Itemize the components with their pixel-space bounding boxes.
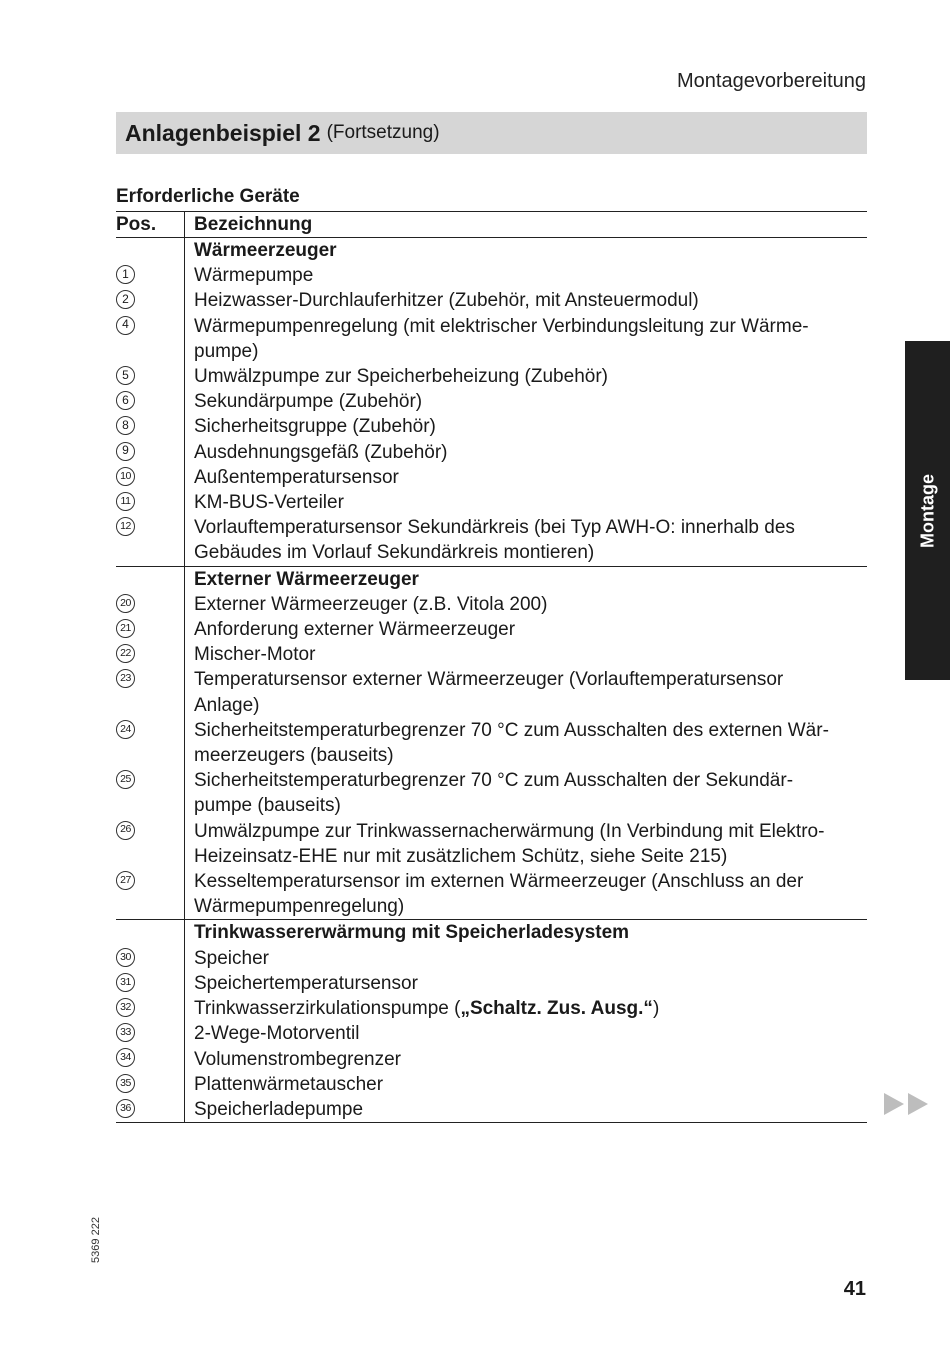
designation-text: Umwälzpumpe zur Trinkwassernacherwärmung (In Verbindung mit Elektro- Heizeinsatz-EHE nur mit zusätzlichem Schütz, siehe Seite 215) bbox=[194, 820, 825, 867]
table-group bbox=[116, 238, 867, 566]
designation-cell bbox=[194, 263, 867, 288]
pos-cell bbox=[116, 1097, 184, 1122]
position-number: 5 bbox=[116, 366, 135, 385]
column-header-name: Bezeichnung bbox=[184, 212, 867, 237]
position-number: 25 bbox=[116, 770, 135, 789]
section-title: Anlagenbeispiel 2 bbox=[125, 119, 321, 146]
designation-text: Wärmepumpenregelung (mit elektrischer Verbindungsleitung zur Wärme- pumpe) bbox=[194, 315, 809, 362]
devices-table bbox=[116, 211, 867, 1123]
designation-cell bbox=[194, 1072, 867, 1097]
designation-cell bbox=[194, 819, 867, 869]
designation-cell bbox=[194, 768, 867, 818]
table-group bbox=[116, 566, 867, 920]
double-triangle-right-icon bbox=[884, 1092, 932, 1116]
pos-cell bbox=[116, 971, 184, 996]
position-number: 32 bbox=[116, 998, 135, 1017]
pos-cell bbox=[116, 642, 184, 667]
designation-text: Speichertemperatursensor bbox=[194, 972, 418, 994]
designation-cell bbox=[194, 946, 867, 971]
pos-column bbox=[116, 567, 184, 920]
position-number: 8 bbox=[116, 416, 135, 435]
designation-cell bbox=[194, 617, 867, 642]
section-title-bar bbox=[116, 112, 867, 154]
pos-cell bbox=[116, 515, 184, 565]
designation-text: Temperatursensor externer Wärmeerzeuger (Vorlauftemperatursensor Anlage) bbox=[194, 669, 784, 716]
group-title: Externer Wärmeerzeuger bbox=[194, 568, 419, 590]
designation-cell bbox=[194, 1047, 867, 1072]
group-title: Trinkwassererwärmung mit Speicherladesystem bbox=[194, 922, 630, 944]
designation-text: Anforderung externer Wärmeerzeuger bbox=[194, 619, 516, 641]
designation-emphasis: „Schaltz. Zus. Ausg.“ bbox=[460, 998, 653, 1020]
position-number: 26 bbox=[116, 821, 135, 840]
designation-cell bbox=[194, 996, 867, 1021]
designation-text: Mischer-Motor bbox=[194, 644, 316, 666]
designation-text: Heizwasser-Durchlauferhitzer (Zubehör, mit Ansteuermodul) bbox=[194, 290, 699, 312]
designation-cell bbox=[194, 414, 867, 439]
designation-text: Trinkwasserzirkulationspumpe ( bbox=[194, 998, 461, 1020]
pos-cell bbox=[116, 440, 184, 465]
position-number: 1 bbox=[116, 265, 135, 284]
pos-column bbox=[116, 920, 184, 1122]
designation-cell bbox=[194, 465, 867, 490]
designation-cell bbox=[194, 642, 867, 667]
pos-cell bbox=[116, 869, 184, 919]
name-column bbox=[184, 920, 867, 1122]
designation-cell bbox=[194, 592, 867, 617]
designation-text: Sicherheitstemperaturbegrenzer 70 °C zum Ausschalten der Sekundär- pumpe (bauseits) bbox=[194, 770, 794, 817]
position-number: 12 bbox=[116, 517, 135, 536]
position-number: 35 bbox=[116, 1074, 135, 1093]
designation-text: Sicherheitsgruppe (Zubehör) bbox=[194, 416, 436, 438]
table-body bbox=[116, 238, 867, 1122]
pos-cell bbox=[116, 1021, 184, 1046]
position-number: 33 bbox=[116, 1023, 135, 1042]
designation-text: KM-BUS-Verteiler bbox=[194, 492, 344, 514]
side-tab-montage bbox=[905, 341, 950, 680]
pos-cell bbox=[116, 768, 184, 818]
pos-cell bbox=[116, 1046, 184, 1071]
pos-spacer bbox=[116, 920, 184, 945]
name-column bbox=[184, 567, 867, 920]
pos-cell bbox=[116, 414, 184, 439]
designation-text: Volumenstrombegrenzer bbox=[194, 1048, 401, 1070]
designation-text: Plattenwärmetauscher bbox=[194, 1073, 384, 1095]
pos-cell bbox=[116, 389, 184, 414]
designation-text: Vorlauftemperatursensor Sekundärkreis (bei Typ AWH-O: innerhalb des Gebäudes im Vorlauf Sekundärkreis montieren) bbox=[194, 517, 795, 564]
pos-spacer bbox=[116, 238, 184, 263]
table-caption: Erforderliche Geräte bbox=[116, 186, 300, 207]
pos-cell bbox=[116, 996, 184, 1021]
designation-text: Speicherladepumpe bbox=[194, 1098, 364, 1120]
column-header-pos: Pos. bbox=[116, 213, 157, 235]
designation-text: Sekundärpumpe (Zubehör) bbox=[194, 391, 423, 413]
table-group bbox=[116, 919, 867, 1122]
name-column bbox=[184, 238, 867, 566]
designation-text: Speicher bbox=[194, 947, 269, 969]
designation-cell bbox=[194, 1021, 867, 1046]
position-number: 9 bbox=[116, 442, 135, 461]
designation-cell bbox=[194, 389, 867, 414]
pos-spacer bbox=[116, 567, 184, 592]
pos-cell bbox=[116, 1072, 184, 1097]
designation-cell bbox=[194, 440, 867, 465]
pos-cell bbox=[116, 288, 184, 313]
position-number: 11 bbox=[116, 492, 135, 511]
designation-text: Sicherheitstemperaturbegrenzer 70 °C zum Ausschalten des externen Wär- meerzeugers (bauseits) bbox=[194, 719, 829, 767]
designation-cell bbox=[194, 515, 867, 565]
position-number: 31 bbox=[116, 973, 135, 992]
pos-cell bbox=[116, 490, 184, 515]
running-header: Montagevorbereitung bbox=[676, 70, 866, 92]
position-number: 23 bbox=[116, 669, 135, 688]
designation-text: Ausdehnungsgefäß (Zubehör) bbox=[194, 441, 448, 463]
pos-cell bbox=[116, 465, 184, 490]
designation-cell bbox=[194, 288, 867, 313]
page-number: 41 bbox=[843, 1278, 866, 1300]
designation-cell bbox=[194, 869, 867, 919]
position-number: 4 bbox=[116, 316, 135, 335]
pos-cell bbox=[116, 819, 184, 869]
designation-text-end: ) bbox=[652, 998, 660, 1020]
position-number: 27 bbox=[116, 871, 135, 890]
pos-cell bbox=[116, 263, 184, 288]
designation-text: 2-Wege-Motorventil bbox=[194, 1023, 360, 1045]
designation-cell bbox=[194, 314, 867, 364]
pos-cell bbox=[116, 617, 184, 642]
position-number: 20 bbox=[116, 594, 135, 613]
position-number: 10 bbox=[116, 467, 135, 486]
section-subtitle: (Fortsetzung) bbox=[326, 122, 440, 143]
document-number: 5369 222 bbox=[90, 1217, 102, 1263]
position-number: 21 bbox=[116, 619, 135, 638]
pos-cell bbox=[116, 946, 184, 971]
designation-text: Außentemperatursensor bbox=[194, 466, 399, 488]
pos-cell bbox=[116, 718, 184, 768]
position-number: 24 bbox=[116, 720, 135, 739]
designation-cell bbox=[194, 364, 867, 389]
pos-cell bbox=[116, 667, 184, 717]
designation-cell bbox=[194, 1097, 867, 1122]
position-number: 30 bbox=[116, 948, 135, 967]
pos-cell bbox=[116, 364, 184, 389]
position-number: 36 bbox=[116, 1099, 135, 1118]
pos-column bbox=[116, 238, 184, 566]
designation-cell bbox=[194, 490, 867, 515]
designation-cell bbox=[194, 718, 867, 768]
pos-cell bbox=[116, 314, 184, 364]
designation-cell bbox=[194, 667, 867, 717]
designation-cell bbox=[194, 971, 867, 996]
position-number: 34 bbox=[116, 1048, 135, 1067]
side-tab-label: Montage bbox=[917, 474, 937, 548]
position-number: 22 bbox=[116, 644, 135, 663]
designation-text: Kesseltemperatursensor im externen Wärmeerzeuger (Anschluss an der Wärmepumpenregelung) bbox=[194, 871, 804, 918]
pos-cell bbox=[116, 592, 184, 617]
designation-text: Wärmepumpe bbox=[194, 265, 314, 287]
table-header-row bbox=[116, 212, 867, 238]
position-number: 6 bbox=[116, 391, 135, 410]
position-number: 2 bbox=[116, 290, 135, 309]
designation-text: Externer Wärmeerzeuger (z.B. Vitola 200) bbox=[194, 593, 548, 615]
designation-text: Umwälzpumpe zur Speicherbeheizung (Zubehör) bbox=[194, 366, 608, 388]
group-title: Wärmeerzeuger bbox=[194, 240, 337, 261]
